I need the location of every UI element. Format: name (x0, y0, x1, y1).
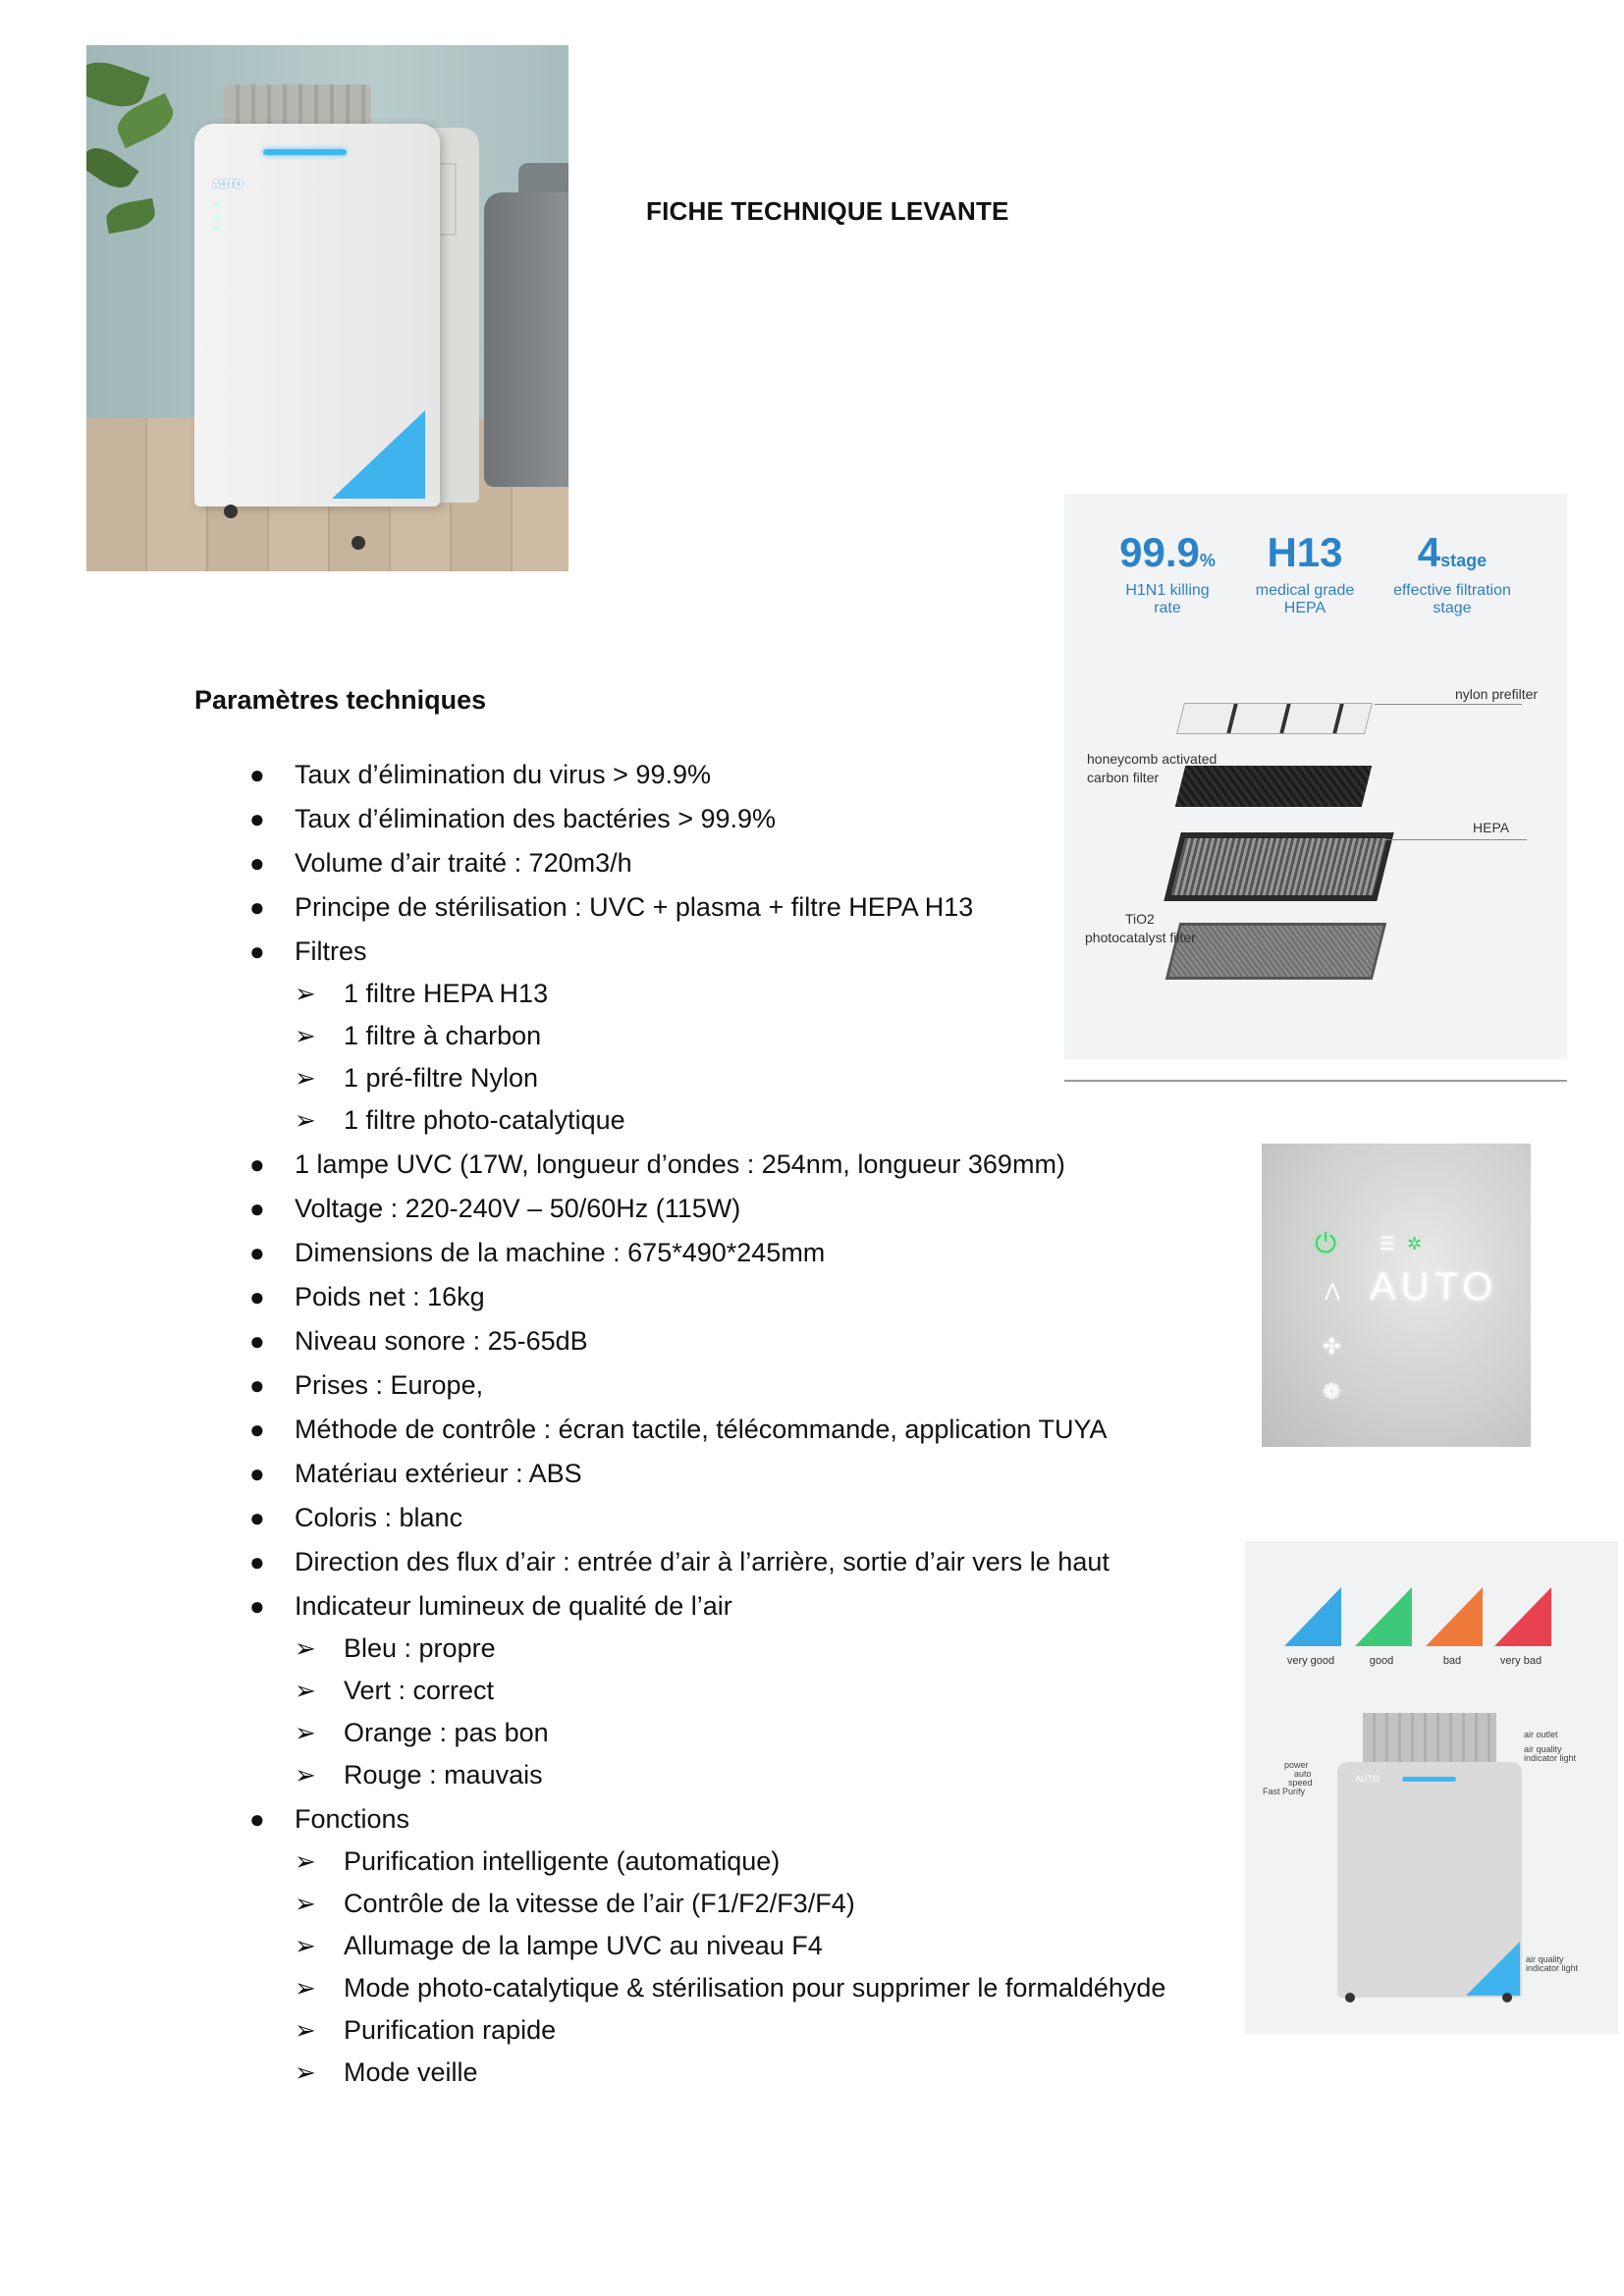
good-indicator-icon (1355, 1587, 1412, 1646)
indicator-subitem: ➢ Bleu : propre (295, 1633, 496, 1663)
document-title: FICHE TECHNIQUE LEVANTE (646, 196, 1009, 226)
function-subitem: ➢ Purification intelligente (automatique) (295, 1846, 781, 1876)
product-photo (86, 45, 568, 571)
power-icon: ⏻ (1315, 1228, 1337, 1258)
spec-item: ● Direction des flux d’air : entrée d’air à l’arrière, sortie d’air vers le haut (249, 1547, 1110, 1576)
hepa-filter-layer (1164, 832, 1393, 901)
wifi-icon: ☰ (1380, 1234, 1396, 1254)
indicator-subitem: ➢ Rouge : mauvais (295, 1760, 543, 1789)
purify-icon: ❁ (1323, 1379, 1341, 1404)
spec-item: ● Dimensions de la machine : 675*490*245mm (249, 1238, 826, 1267)
function-subitem: ➢ Contrôle de la vitesse de l’air (F1/F2/F3/F4) (295, 1889, 855, 1918)
air-quality-label-bottom: air quality (1526, 1954, 1564, 1964)
indicator-subitem: ➢ Vert : correct (295, 1676, 495, 1705)
spec-item: ● Méthode de contrôle : écran tactile, télécommande, application TUYA (249, 1415, 1108, 1444)
filter-subitem: ➢ 1 filtre photo-catalytique (295, 1105, 625, 1135)
auto-mode-label: AUTO (1370, 1265, 1498, 1308)
filter-subitem: ➢ 1 filtre HEPA H13 (295, 979, 549, 1008)
filter-subitem: ➢ 1 filtre à charbon (295, 1021, 542, 1050)
air-quality-label-top: air quality (1524, 1744, 1562, 1754)
function-subitem: ➢ Purification rapide (295, 2015, 557, 2045)
spec-item: ● Fonctions (249, 1804, 410, 1834)
spec-item: ● Volume d’air traité : 720m3/h (249, 848, 632, 878)
carbon-filter-label-1: honeycomb activated (1087, 751, 1218, 767)
caret-icon: Λ (1325, 1279, 1341, 1306)
photocatalyst-label-1: TiO2 (1125, 911, 1155, 927)
hepa-label: HEPA (1473, 820, 1510, 835)
spec-item: ● Coloris : blanc (249, 1503, 463, 1532)
spec-item: ● Taux d’élimination du virus > 99.9% (249, 760, 711, 789)
indicator-light-label-top: indicator light (1524, 1753, 1577, 1763)
hepa-stat: H13 medical grade HEPA (1255, 529, 1355, 616)
very-good-label: very good (1286, 1655, 1335, 1667)
spec-item: ● Poids net : 16kg (249, 1282, 485, 1311)
indicator-light-label-bottom: indicator light (1526, 1963, 1579, 1973)
power-label: power (1284, 1760, 1309, 1770)
function-subitem: ➢ Allumage de la lampe UVC au niveau F4 (295, 1931, 823, 1960)
good-label: good (1369, 1655, 1394, 1667)
filter-subitem: ➢ 1 pré-filtre Nylon (295, 1063, 539, 1093)
bad-indicator-icon (1426, 1587, 1483, 1646)
virus-stat: 99.9% H1N1 killing rate (1119, 529, 1216, 616)
speed-label: speed (1288, 1778, 1313, 1788)
bad-label: bad (1442, 1655, 1462, 1667)
carbon-filter-label-2: carbon filter (1087, 770, 1160, 785)
photocatalyst-label-2: photocatalyst filter (1085, 930, 1196, 945)
carbon-filter-layer (1175, 766, 1372, 807)
photocatalyst-filter-layer (1165, 923, 1386, 980)
indicator-subitem: ➢ Orange : pas bon (295, 1718, 549, 1747)
spec-item: ● Principe de stérilisation : UVC + plasma + filtre HEPA H13 (249, 892, 974, 922)
divider (1064, 1080, 1567, 1082)
function-subitem: ➢ Mode veille (295, 2057, 478, 2087)
auto-indicator: AUTO (212, 179, 243, 190)
air-quality-diagram (1245, 1541, 1618, 2034)
nylon-prefilter-label: nylon prefilter (1455, 686, 1539, 702)
stages-stat: 4stage effective filtration stage (1393, 529, 1511, 616)
spec-item: ● Filtres (249, 936, 367, 966)
fan-icon: ✣ (1323, 1334, 1341, 1359)
very-bad-label: very bad (1499, 1655, 1543, 1667)
spec-item: ● Prises : Europe, (249, 1370, 484, 1400)
spec-item: ● Taux d’élimination des bactéries > 99.9% (249, 804, 777, 833)
air-outlet-label: air outlet (1524, 1730, 1558, 1739)
filter-layers-diagram (1064, 494, 1567, 1059)
auto-label: auto (1294, 1769, 1312, 1779)
function-subitem: ➢ Mode photo-catalytique & stérilisation pour supprimer le formaldéhyde (295, 1973, 1166, 2002)
fast-purify-label: Fast Purify (1263, 1787, 1306, 1796)
spec-item: ● Indicateur lumineux de qualité de l’air (249, 1591, 732, 1621)
section-title: Paramètres techniques (194, 685, 487, 715)
spec-item: ● 1 lampe UVC (17W, longueur d’ondes : 254nm, longueur 369mm) (249, 1149, 1065, 1179)
spec-item: ● Niveau sonore : 25-65dB (249, 1326, 588, 1356)
unit-auto-label: AUTO (1355, 1774, 1380, 1784)
spec-item: ● Voltage : 220-240V – 50/60Hz (115W) (249, 1194, 741, 1223)
very-good-indicator-icon (1284, 1587, 1341, 1646)
leaf-icon: ✲ (1407, 1234, 1423, 1254)
control-panel-photo (1262, 1144, 1531, 1447)
very-bad-indicator-icon (1494, 1587, 1551, 1646)
nylon-prefilter-layer (1176, 703, 1373, 734)
spec-item: ● Matériau extérieur : ABS (249, 1459, 582, 1488)
